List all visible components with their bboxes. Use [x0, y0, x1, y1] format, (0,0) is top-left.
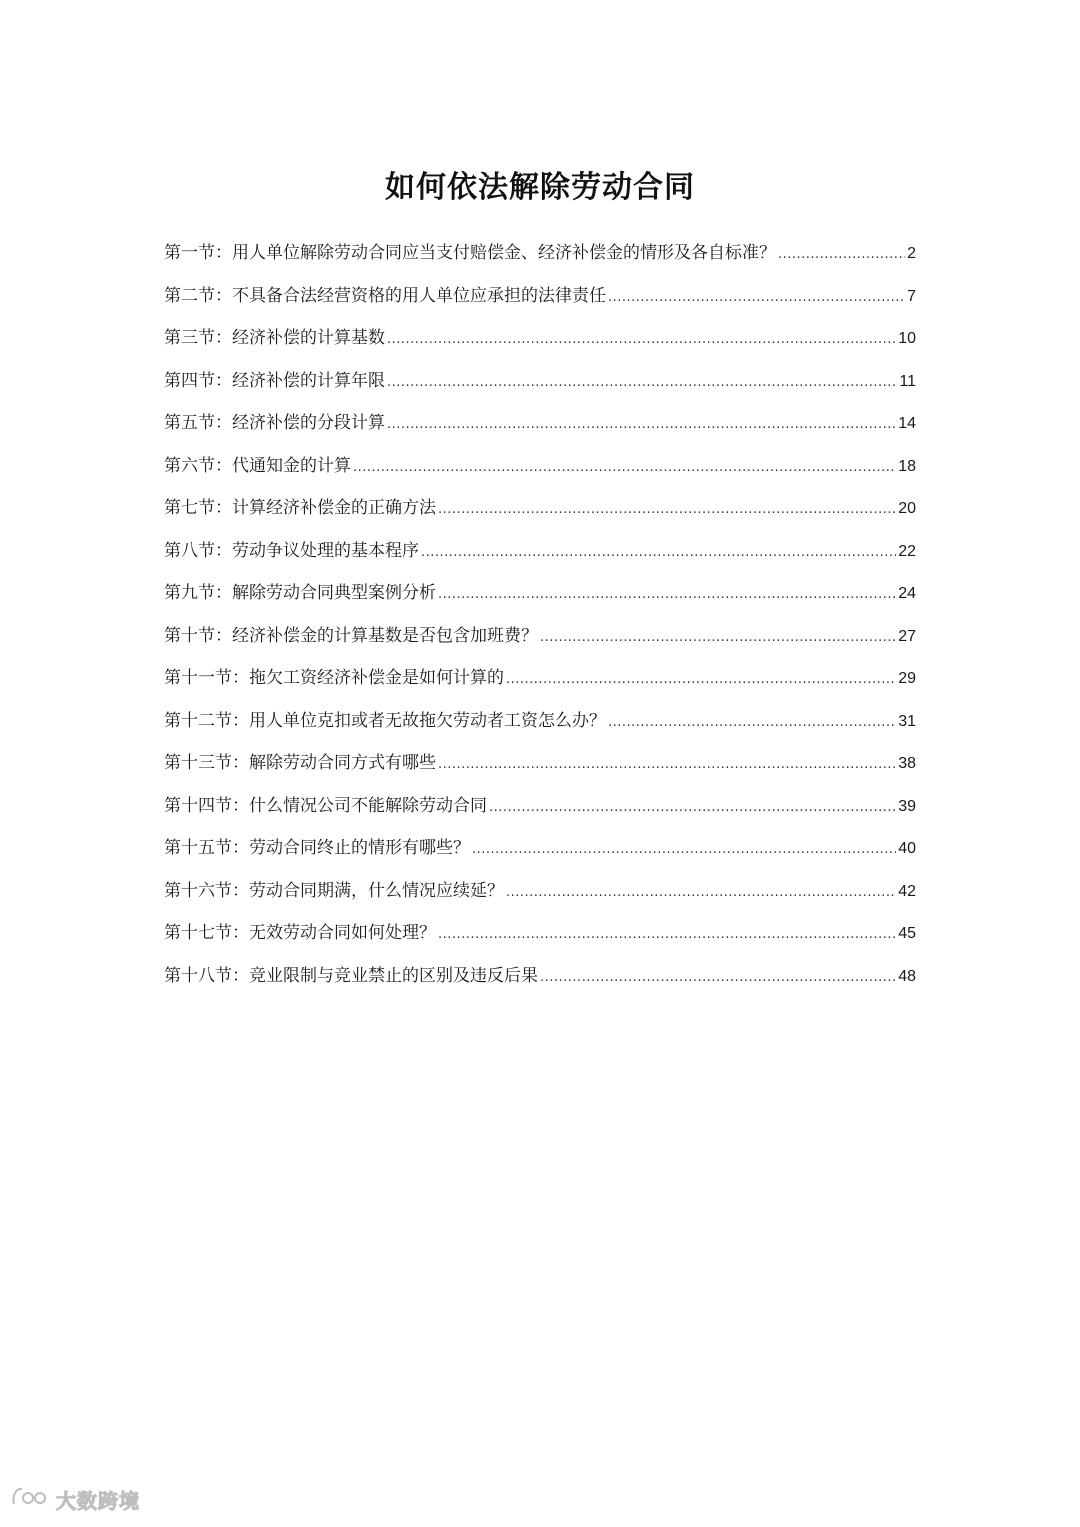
toc-entry-label: 第十二节：用人单位克扣或者无故拖欠劳动者工资怎么办？ [164, 710, 606, 731]
watermark-text: 大数跨境 [56, 1488, 140, 1513]
toc-leader-dots [489, 800, 896, 815]
toc-entry-3[interactable] [164, 323, 916, 366]
toc-entry-11[interactable] [164, 663, 916, 706]
toc-entry-label: 第一节：用人单位解除劳动合同应当支付赔偿金、经济补偿金的情形及各自标准？ [164, 243, 776, 263]
toc-page-number: 31 [898, 712, 916, 730]
toc-leader-dots [353, 460, 896, 475]
toc-page-number: 39 [898, 797, 916, 815]
toc-entry-label: 第二节：不具备合法经营资格的用人单位应承担的法律责任 [164, 285, 606, 306]
toc-page-number: 11 [899, 372, 916, 390]
toc-entry-label: 第十节：经济补偿金的计算基数是否包含加班费？ [164, 625, 538, 646]
toc-entry-label: 第十七节：无效劳动合同如何处理？ [164, 923, 436, 943]
toc-entry-label: 第九节：解除劳动合同典型案例分析 [164, 583, 436, 603]
toc-entry-10[interactable] [164, 621, 916, 664]
toc-entry-label: 第七节：计算经济补偿金的正确方法 [164, 498, 436, 518]
toc-page-number: 48 [898, 967, 916, 985]
toc-entry-1[interactable] [164, 238, 916, 281]
toc-page-number: 38 [898, 755, 916, 772]
toc-leader-dots [387, 332, 896, 347]
toc-leader-dots [540, 970, 896, 985]
toc-entry-2[interactable] [164, 281, 916, 324]
page-title: 如何依法解除劳动合同 [385, 170, 695, 205]
toc-leader-dots [438, 927, 896, 942]
toc-entry-18[interactable] [164, 961, 916, 1004]
table-of-contents [164, 238, 916, 1003]
toc-entry-9[interactable] [164, 578, 916, 621]
toc-entry-8[interactable] [164, 536, 916, 579]
toc-page-number: 18 [898, 457, 916, 475]
toc-entry-label: 第三节：经济补偿的计算基数 [164, 328, 385, 348]
toc-leader-dots [778, 247, 905, 262]
watermark [10, 1484, 140, 1514]
toc-leader-dots [506, 672, 896, 687]
toc-entry-label: 第十五节：劳动合同终止的情形有哪些？ [164, 838, 470, 858]
toc-entry-12[interactable] [164, 706, 916, 749]
toc-entry-label: 第十四节：什么情况公司不能解除劳动合同 [164, 795, 487, 816]
toc-entry-14[interactable] [164, 791, 916, 834]
toc-page-number: 29 [898, 670, 916, 687]
logo-icon [10, 1484, 50, 1514]
toc-page-number: 7 [907, 287, 916, 305]
toc-entry-15[interactable] [164, 833, 916, 876]
toc-entry-label: 第六节：代通知金的计算 [164, 455, 351, 476]
toc-entry-5[interactable] [164, 408, 916, 451]
toc-page-number: 22 [898, 542, 916, 560]
toc-leader-dots [506, 885, 896, 900]
toc-entry-label: 第四节：经济补偿的计算年限 [164, 370, 385, 391]
toc-leader-dots [387, 417, 896, 432]
toc-entry-17[interactable] [164, 918, 916, 961]
toc-entry-label: 第五节：经济补偿的分段计算 [164, 413, 385, 433]
toc-entry-label: 第十六节：劳动合同期满，什么情况应续延？ [164, 880, 504, 901]
toc-entry-label: 第八节：劳动争议处理的基本程序 [164, 540, 419, 561]
toc-leader-dots [608, 715, 896, 730]
toc-entry-label: 第十八节：竞业限制与竞业禁止的区别及违反后果 [164, 965, 538, 986]
toc-leader-dots [608, 290, 905, 305]
toc-entry-4[interactable] [164, 366, 916, 409]
toc-leader-dots [387, 375, 897, 390]
toc-entry-label: 第十一节：拖欠工资经济补偿金是如何计算的 [164, 668, 504, 688]
toc-page-number: 14 [898, 415, 916, 432]
toc-page-number: 42 [898, 882, 916, 900]
toc-page-number: 45 [898, 925, 916, 942]
toc-leader-dots [438, 757, 896, 772]
toc-page-number: 24 [898, 585, 916, 602]
toc-page-number: 40 [898, 840, 916, 857]
toc-leader-dots [438, 502, 896, 517]
toc-page-number: 27 [898, 627, 916, 645]
toc-entry-6[interactable] [164, 451, 916, 494]
toc-leader-dots [540, 630, 896, 645]
toc-page-number: 20 [898, 500, 916, 517]
toc-page-number: 2 [907, 245, 916, 262]
toc-page-number: 10 [898, 330, 916, 347]
toc-leader-dots [421, 545, 896, 560]
toc-entry-13[interactable] [164, 748, 916, 791]
toc-entry-label: 第十三节：解除劳动合同方式有哪些 [164, 753, 436, 773]
toc-leader-dots [472, 842, 896, 857]
toc-entry-16[interactable] [164, 876, 916, 919]
toc-entry-7[interactable] [164, 493, 916, 536]
toc-leader-dots [438, 587, 896, 602]
